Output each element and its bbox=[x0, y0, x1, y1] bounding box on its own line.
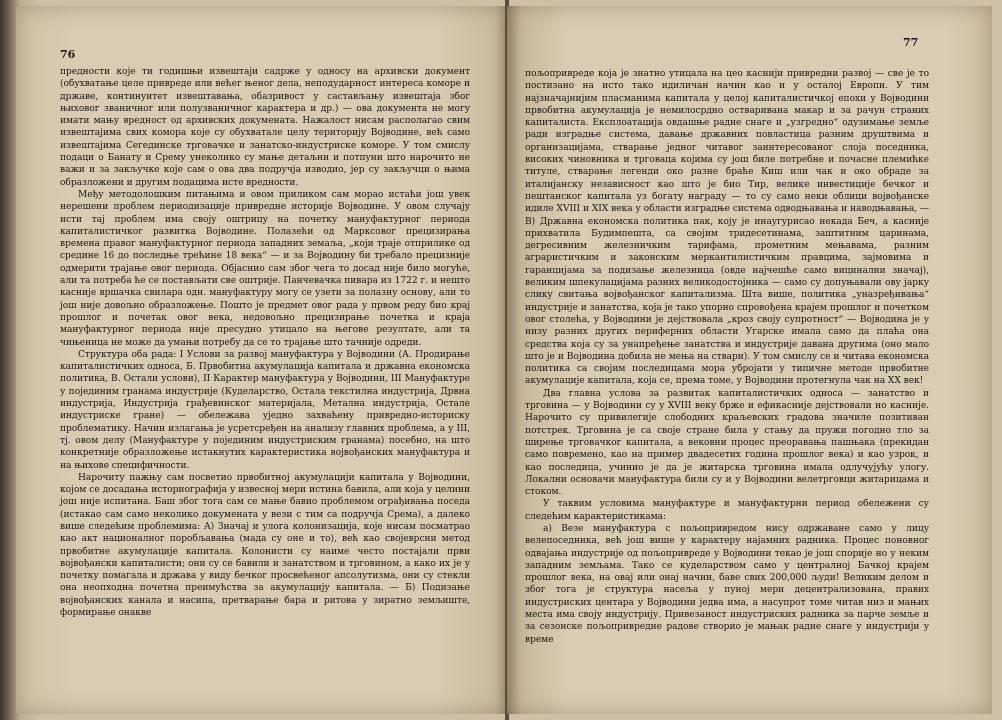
left-page bbox=[16, 6, 507, 714]
page-number-right: 77 bbox=[903, 36, 919, 49]
left-page-text bbox=[60, 66, 470, 619]
paragraph: пољопривреде која је знатно утицала на цео каснији привредни развој — све је то постизано на исто тако идиличан начин као и у осталој Европи. У тим најзначајнијим пласманима капитала у целој капиталистичкој епохи у Војводини првобитна акумулација је немилосрдно остваривана макар и за рачун страних капиталиста. Експлоатација овдашње радне снаге и „узгредно“ одузимање земље ради изградње система, давање државних повластица разним друштвима и организацијама, стварање једног читавог заинтересованог слоја поседника, високих чиновника и трговаца којима су још биле потребне и почасне племићке титуле, стварање легенди око разне браће Киш или чак и око обраде за италијанску независност као што је био Тир, велике инвестиције бечког и пештанског капитала уз богату награду — то су само неки облици војвођанске идиле XVIII и XIX века у области изградње система одводњавања и наводњавања, — В) Државна економска политика пак, коју је инаугурисао некада Беч, а касније прихватила Будимпешта, са својим тридесетинама, заштитним царинама, дегресивним железничким тарифама, прометним мењавама, разним аграристичким и законским меркантилистичким правцима, зајмовима и гаранцијама за подизање железница (овде најчешће само вицинални значај), великим шпекулацијама разних великодостојника — само су допуњавали ову јарку слику свитања војвођанског капитализма. Шта више, политика „уназређивања“ индустрије и занатства, која је тако упорно спровођена крајем прошлог и почетком овог столећа, у Војводини је дејствовала „кроз своју супротност“ — Војводина је у низу разних других периферних области Угарске имала само да плаћа она средства која су за унапређење занатства и индустрије давана другима (оно мало што је и Војводина добила не мења на ствари). У том смислу се и читава економска политика са својим последицама мора убројати у типичне методе првобитне акумулације капитала, која се, према томе, у Војводини протегнула чак на XX век! bbox=[525, 69, 929, 387]
paragraph: Структура оба рада: I Услови за развој мануфактура у Војводини (А. Продирање капиталистичких односа, Б. Првобитна акумулација капитала и државна економска политика, В. Остали услови), II Карактер мануфактура у Војводини, III Мануфактуре у појединим гранама индустрије (Куделарство, Остала текстилна индустрија, Дрвна индустрија, Индустрија грађевинског материјала, Метална индустрија, Остале индустриске гране) — обележава уједно захваћену привредно-историску проблематику. Начин излагања је усретсређен на анализу главних проблема, а у III, тј. овом делу (Мануфактуре у појединим индустриским гранама) посебно, на што конкретније образложење истакнутих карактеристика војвођанских мануфактура и на њихове специфичности. bbox=[60, 349, 470, 471]
page-number-left: 76 bbox=[60, 48, 76, 61]
paragraph: Међу методолошким питањима и овом приликом сам морао истаћи још увек нерешени проблем периодизације привредне историје Војводине. У овом случају исти тај проблем има своју оштрицу на почетку мануфактурног периода капиталистичког развитка Војводине. Полазећи од Марксовог прецизирања времена правог мануфактурног периода западних земаља, „који траје отприлике од средине 16 до последње трећине 18 века“ — и за Војводину би требало прецизније одмерити трајање овог периода. Објаснио сам због чега то досад није било могуће, али та потреба ће се постављати све оштрије. Панчевачка пивара из 1722 г. и нешто касније вршачка свилара одн. мануфактуру могу се узети за полазну основу, али то још није довољно образложење. Пошто је предмет овог рада у првом реду био крај прошлог и почетак овог века, недовољно прецизирање почетка и краја мануфактурног периода није пресудно утицало на његове резултате, али та чињеница не може да умањи потребу да се то трајање што тачније одреди. bbox=[60, 189, 470, 348]
paragraph: Два главна услова за развитак капиталистичких односа — занатство и трговина — у Војводини су у XVIII веку брже и ефикасније дејствовали но касније. Нарочито су привилегије слободних краљевских градова значиле позитиван потстрек. Трговина је са своје стране била у стању да пружи погодно тло за ширење трговачког капитала, а вековни процес преоравања пашњака (прекидан само повремено, као на пример двадесетих година прошлог века) и као узрок, и као последица, учинио је да је житарска трговина имала одлучујућу улогу. Локални основачи мануфактура били су и у Војводини велетрговци житарицама и стоком. bbox=[525, 388, 929, 498]
paragraph: У таквим условима мануфактуре и мануфактурни период обележени су следећим карактеристикама: bbox=[525, 499, 929, 522]
right-page-text bbox=[525, 68, 929, 646]
paragraph: предности које ти годишњи извештаји садрже у односу на архивски документ (обухватање целе привреде или већег њеног дела, неподударност интереса коморе и државе, континуитет извештавања, обазривост у састављању извештаја због њиховог званичног или полузваничног карактера и др.) — ова документа не могу имати мању вредност од архивских докумената. Нажалост нисам располагао свим извештајима свих комора које су обухватале целу територију Војводине, већ само извештајима Сегединске трговачке и занатско-индустриске коморе. У том смислу подаци о Банату и Срему унеколико су мање детаљни и потпуни што нарочито не важи и за закључке које сам о ова два подручја изводио, јер су закључци о њима образложени и другим подацима исте вредности. bbox=[60, 67, 470, 188]
paragraph: а) Везе мануфактура с пољопривредом нису одржаване само у лицу велепоседника, већ још више у карактеру најамних радника. Процес поновног одвајања индустрије од пољопривреде у Војводини текао је још спорије но у неким западним земљама. Тако се куделарством само у централној Бачкој крајем прошлог века, на овај или онај начин, бавe свих 200,000 људи! Великим делом и због тога је структура насеља у пуној мери децентрализована, правих индустриских центара у Војводини једва има, а насупрот томе читав низ и мањих места има своју индустрију. Привезаност индустриских радника за парче земље и за сезонске пољопривредне радове створио је мањак радне снаге у индустрији у време bbox=[525, 523, 929, 645]
paragraph: Нарочиту пажњу сам посветио првобитној акумулацији капитала у Војводини, којом се досадања историографија у извесној мери истина бавила, али која у целини још није испитана. Баш због тога сам се мање бавио проблемом ограђивања поседа (истакао сам само неколико докумената у вези с тим са подручја Срема), а далеко више следећим проблемима: А) Значај и улога колонизација, које нисам посматрао као акт националног поробљавања (мада су оне и то), већ као својеврсни метод првобитне акумулације капитала. Колонисти су наиме често постајали први војвођански капиталисти; они су се бавили и занатством и трговином, а како их је у почетку помагала и држава у виду бечког просвећеног апсолутизма, они су стекли она неопходна почетна преимућства за акумулацију капитала. — Б) Подизање војвођанских канала и насипа, претварање бара и ритова у зиратно земљиште, формирање онакве bbox=[60, 472, 470, 619]
right-page bbox=[507, 6, 992, 714]
